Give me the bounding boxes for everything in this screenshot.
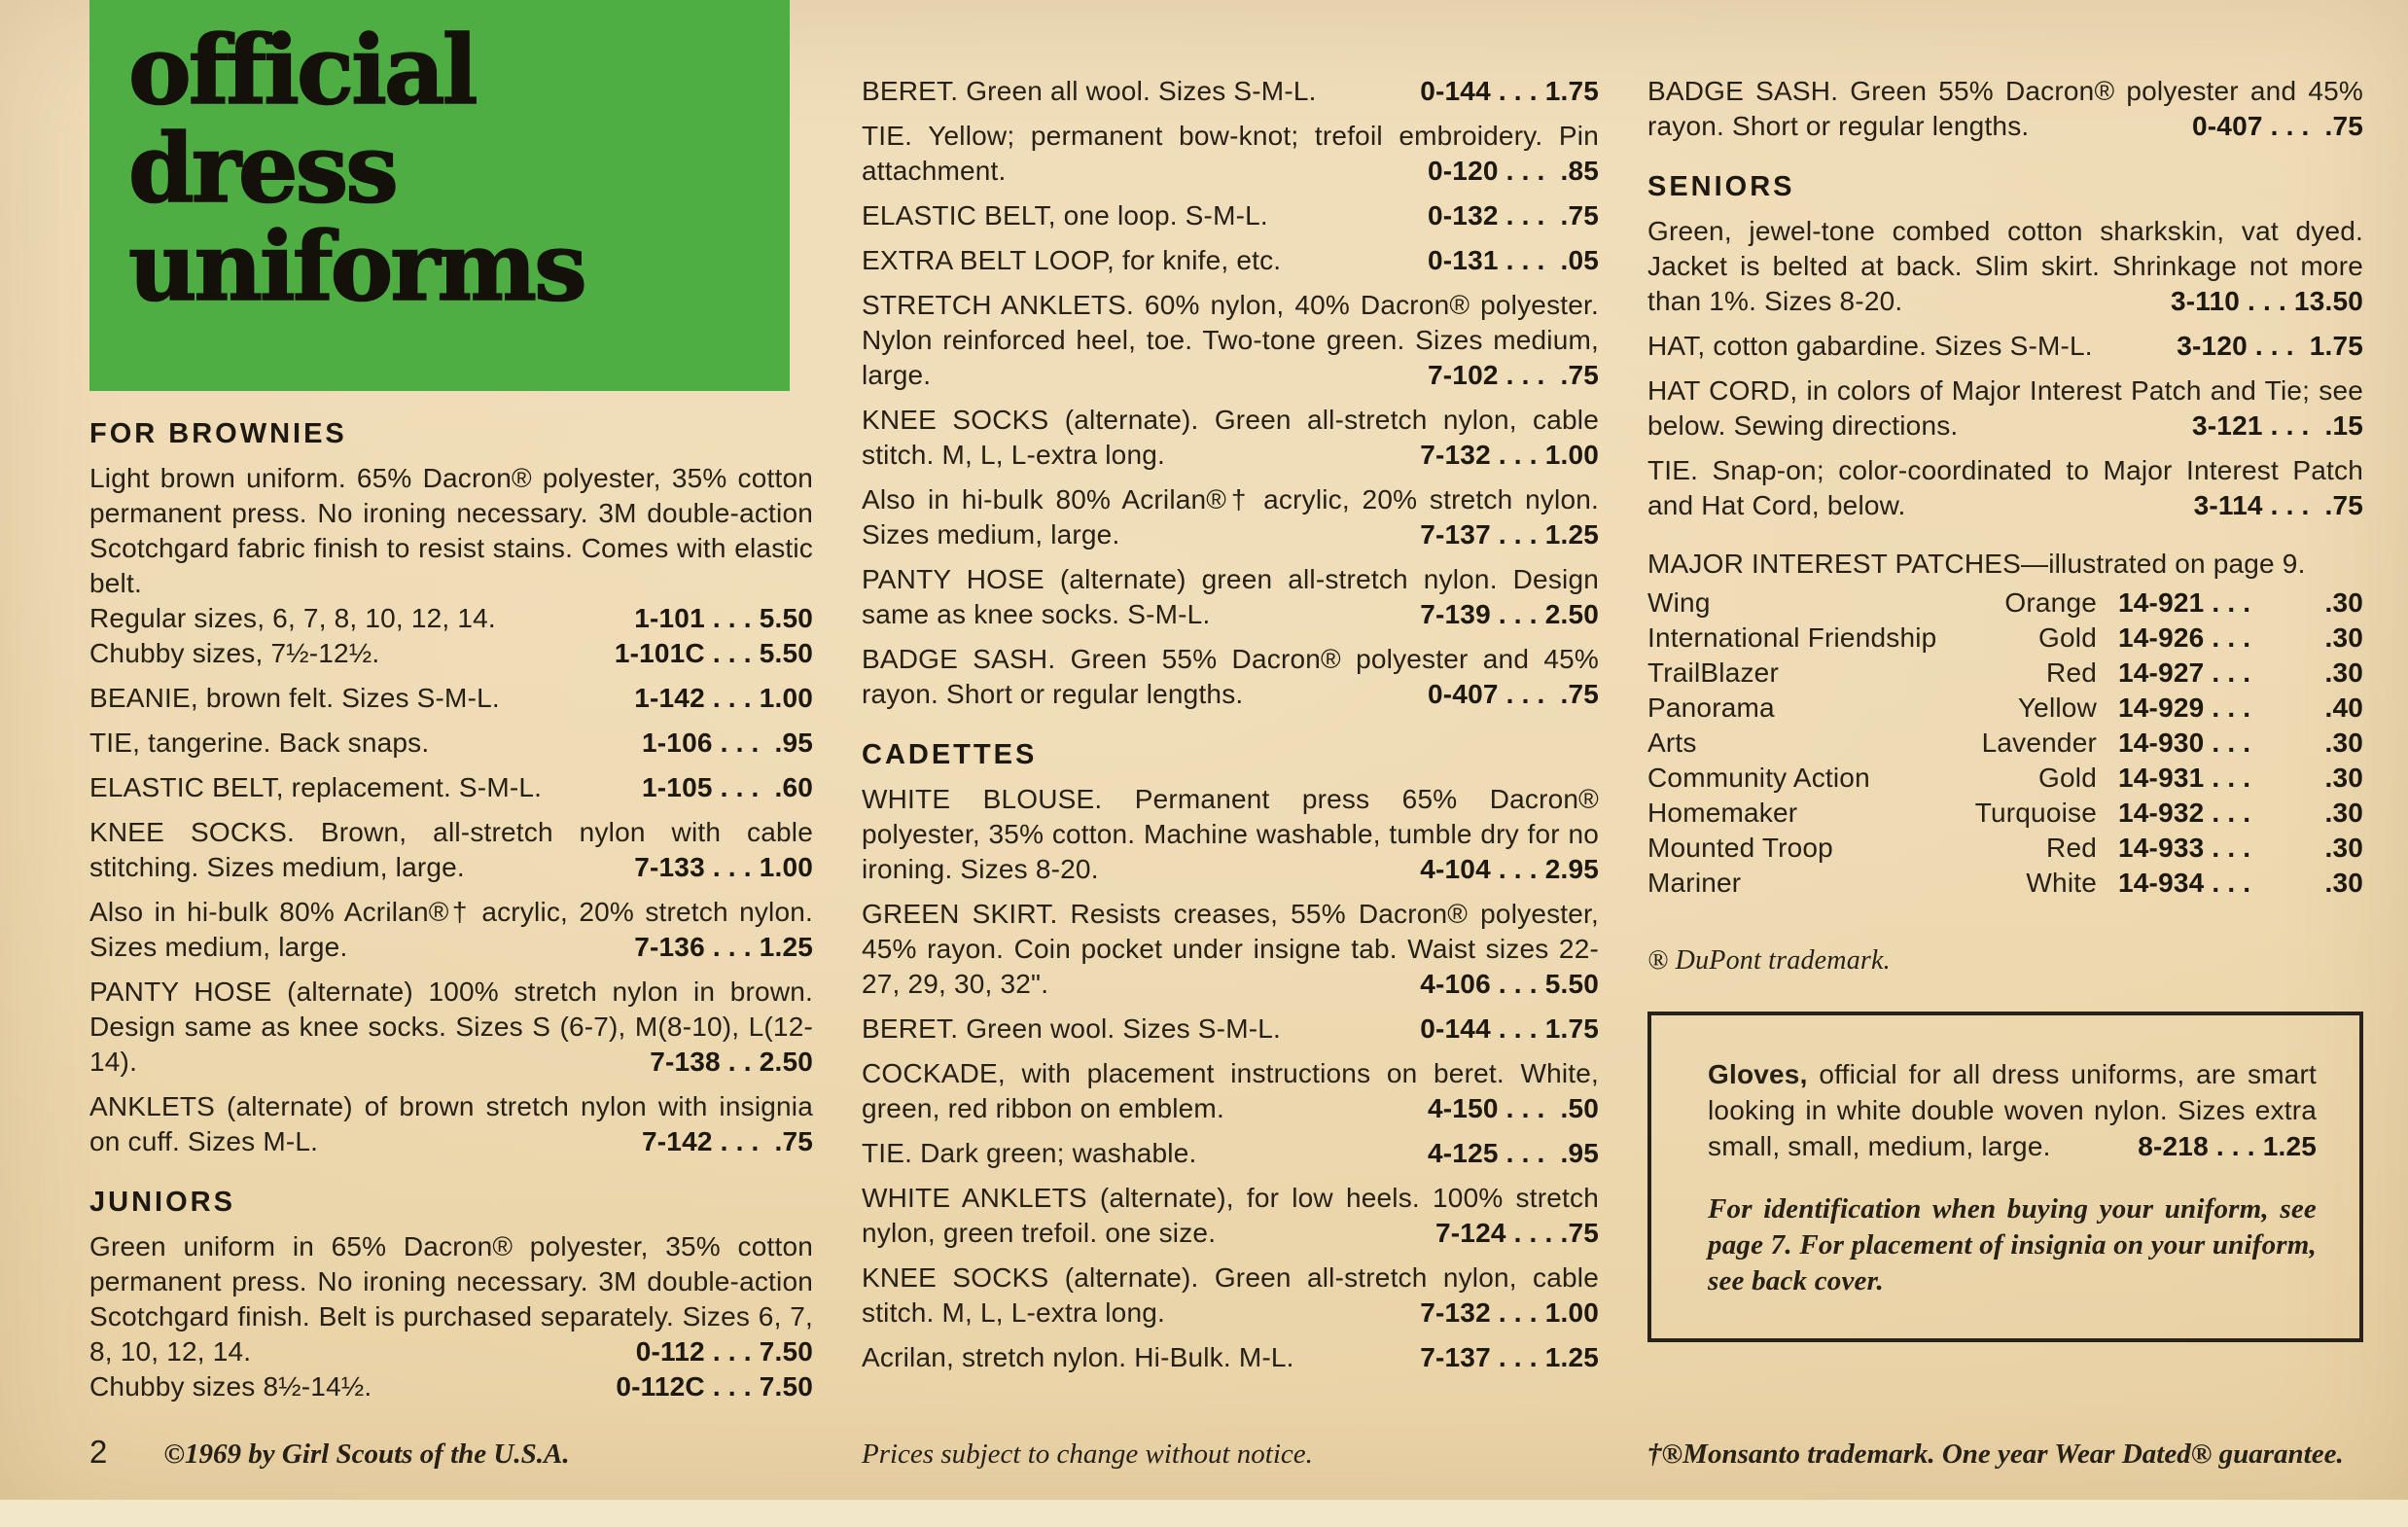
item-price-code: 0-144 . . . 1.75 (1420, 76, 1599, 106)
item-text: TIE. Snap-on; color-coordinated to Major Interest Patch and Hat Cord, below. (1647, 455, 2363, 520)
item-price-code: 0-144 . . . 1.75 (1420, 1013, 1599, 1044)
patch-price: .30 (2324, 833, 2363, 863)
patch-row (1647, 866, 2363, 901)
gloves-lead: Gloves, (1708, 1059, 1808, 1089)
patch-code: 14-934 . . . (2118, 868, 2251, 898)
item-price-code: 3-110 . . . 13.50 (2171, 286, 2363, 316)
item-price-code: 0-407 . . . .75 (2192, 111, 2363, 141)
item-text: Also in hi-bulk 80% Acrilan®† acrylic, 20% stretch nylon. Sizes medium, large. (89, 897, 813, 962)
item-text: WHITE ANKLETS (alternate), for low heels. 100% stretch nylon, green trefoil. one size. (862, 1183, 1599, 1248)
item-price-code: 1-105 . . . .60 (642, 772, 813, 802)
patch-code: 14-932 . . . (2118, 798, 2251, 828)
catalog-item (862, 1056, 1599, 1126)
catalog-item (862, 119, 1599, 189)
title-line: uniforms (128, 211, 584, 322)
item-text: KNEE SOCKS (alternate). Green all-stretch nylon, cable stitch. M, L, L-extra long. (862, 1262, 1599, 1328)
patch-price: .40 (2324, 692, 2363, 723)
patch-row (1647, 761, 2363, 796)
patch-price: .30 (2324, 763, 2363, 793)
item-text: Also in hi-bulk 80% Acrilan®† acrylic, 20% stretch nylon. Sizes medium, large. (862, 484, 1599, 550)
item-text: KNEE SOCKS. Brown, all-stretch nylon with cable stitching. Sizes medium, large. (89, 817, 813, 882)
gloves-price-code: 8-218 . . . 1.25 (2138, 1131, 2317, 1161)
title-banner (89, 0, 790, 391)
patch-row (1647, 691, 2363, 726)
patch-color: Gold (2038, 622, 2097, 653)
item-price-code: 3-121 . . . .15 (2192, 410, 2363, 441)
trademark-note: ® DuPont trademark. (1647, 945, 1891, 976)
catalog-item (89, 815, 813, 885)
catalog-item (89, 636, 813, 671)
catalog-item (862, 1261, 1599, 1331)
item-text: HAT, cotton gabardine. Sizes S-M-L. (1647, 331, 2093, 361)
copyright-notice: ©1969 by Girl Scouts of the U.S.A. (163, 1438, 570, 1470)
catalog-item (862, 198, 1599, 233)
gloves-note: For identification when buying your uniform, see page 7. For placement of insignia on your uniform, see back cover. (1708, 1193, 2317, 1296)
item-price-code: 7-132 . . . 1.00 (1420, 1297, 1599, 1328)
catalog-item (862, 74, 1599, 109)
catalog-item (862, 1340, 1599, 1375)
item-text: BERET. Green all wool. Sizes S-M-L. (862, 76, 1317, 106)
item-text: WHITE BLOUSE. Permanent press 65% Dacron® polyester, 35% cotton. Machine washable, tumble dry for no ironing. Sizes 8-20. (862, 784, 1599, 884)
catalog-item (89, 726, 813, 761)
column-right (1647, 74, 2363, 1342)
item-price-code: 0-131 . . . .05 (1428, 245, 1599, 275)
item-price-code: 7-137 . . . 1.25 (1420, 519, 1599, 550)
patch-color: Turquoise (1974, 798, 2097, 828)
catalog-item (1647, 214, 2363, 319)
patch-price: .30 (2324, 657, 2363, 688)
gloves-paragraph (1708, 1056, 2317, 1164)
patch-code: 14-931 . . . (2118, 763, 2251, 793)
catalog-item (89, 1369, 813, 1404)
item-price-code: 4-150 . . . .50 (1428, 1093, 1599, 1123)
patch-name: Mariner (1647, 868, 1742, 898)
catalog-item (89, 975, 813, 1080)
item-price-code: 0-120 . . . .85 (1428, 156, 1599, 186)
section-heading: JUNIORS (89, 1187, 235, 1218)
item-price-code: 0-132 . . . .75 (1428, 200, 1599, 231)
item-text: BADGE SASH. Green 55% Dacron® polyester and 45% rayon. Short or regular lengths. (1647, 76, 2363, 141)
patch-code: 14-921 . . . (2118, 587, 2251, 618)
patch-row (1647, 656, 2363, 691)
intro-paragraph: MAJOR INTEREST PATCHES—illustrated on page 9. (1647, 549, 2306, 579)
item-price-code: 7-124 . . . .75 (1435, 1218, 1599, 1248)
section-heading: SENIORS (1647, 171, 1795, 202)
catalog-item (862, 1012, 1599, 1047)
patch-row (1647, 796, 2363, 831)
patch-color: Red (2046, 833, 2097, 863)
catalog-item (89, 895, 813, 965)
patch-row (1647, 586, 2363, 621)
item-price-code: 7-142 . . . .75 (642, 1126, 813, 1156)
item-price-code: 7-139 . . . 2.50 (1420, 599, 1599, 629)
patch-row (1647, 621, 2363, 656)
patch-code: 14-933 . . . (2118, 833, 2251, 863)
item-text: BERET. Green wool. Sizes S-M-L. (862, 1013, 1281, 1044)
item-price-code: 4-106 . . . 5.50 (1420, 969, 1599, 999)
item-text: STRETCH ANKLETS. 60% nylon, 40% Dacron® polyester. Nylon reinforced heel, toe. Two-tone green. Sizes medium, large. (862, 290, 1599, 390)
catalog-item (1647, 74, 2363, 144)
item-text: BADGE SASH. Green 55% Dacron® polyester and 45% rayon. Short or regular lengths. (862, 644, 1599, 709)
patch-table (1647, 586, 2363, 901)
catalog-item (862, 403, 1599, 473)
patch-price: .30 (2324, 622, 2363, 653)
patch-price: .30 (2324, 798, 2363, 828)
item-price-code: 3-120 . . . 1.75 (2177, 331, 2363, 361)
patch-name: Homemaker (1647, 798, 1798, 828)
item-text: TIE, tangerine. Back snaps. (89, 728, 430, 758)
left-column-blocks (89, 416, 813, 1404)
item-text: Chubby sizes, 7½-12½. (89, 638, 380, 668)
catalog-item (1647, 329, 2363, 364)
item-price-code: 1-101C . . . 5.50 (614, 638, 813, 668)
patch-row (1647, 726, 2363, 761)
catalog-item (89, 770, 813, 805)
column-left (89, 0, 813, 1404)
catalog-item (862, 562, 1599, 632)
catalog-item (1647, 373, 2363, 444)
gloves-text: official for all dress uniforms, are smart looking in white double woven nylon. Sizes extra small, small, medium, large. (1708, 1059, 2317, 1161)
item-text: KNEE SOCKS (alternate). Green all-stretch nylon, cable stitch. M, L, L-extra long. (862, 405, 1599, 470)
catalog-item (89, 1229, 813, 1369)
item-price-code: 7-136 . . . 1.25 (634, 932, 813, 962)
catalog-item (862, 1136, 1599, 1171)
item-price-code: 7-102 . . . .75 (1428, 360, 1599, 390)
catalog-item (89, 601, 813, 636)
page-number: 2 (89, 1434, 108, 1470)
patch-name: Community Action (1647, 763, 1870, 793)
patch-color: Lavender (1981, 728, 2097, 758)
item-price-code: 1-142 . . . 1.00 (634, 683, 813, 713)
item-text: HAT CORD, in colors of Major Interest Patch and Tie; see below. Sewing directions. (1647, 375, 2363, 441)
patch-color: Gold (2038, 763, 2097, 793)
patch-name: Wing (1647, 587, 1711, 618)
item-price-code: 4-104 . . . 2.95 (1420, 854, 1599, 884)
patch-color: White (2026, 868, 2097, 898)
catalog-item (89, 1089, 813, 1159)
patch-code: 14-929 . . . (2118, 692, 2251, 723)
item-price-code: 3-114 . . . .75 (2193, 490, 2363, 520)
catalog-item (862, 782, 1599, 887)
column-middle (862, 74, 1599, 1375)
item-text: Green uniform in 65% Dacron® polyester, 35% cotton permanent press. No ironing necessary. 3M double-action Scotchgard finish. Belt is purchased separately. Sizes 6, 7, 8, 10, 12, 14. (89, 1231, 813, 1367)
item-text: GREEN SKIRT. Resists creases, 55% Dacron® polyester, 45% rayon. Coin pocket under insigne tab. Waist sizes 22-27, 29, 30, 32". (862, 899, 1599, 999)
catalog-item (862, 482, 1599, 552)
patch-name: Mounted Troop (1647, 833, 1833, 863)
catalog-item (862, 243, 1599, 278)
patch-color: Orange (2004, 587, 2097, 618)
item-text: EXTRA BELT LOOP, for knife, etc. (862, 245, 1282, 275)
patch-color: Yellow (2017, 692, 2097, 723)
item-text: BEANIE, brown felt. Sizes S-M-L. (89, 683, 500, 713)
item-text: COCKADE, with placement instructions on beret. White, green, red ribbon on emblem. (862, 1058, 1599, 1123)
item-text: Regular sizes, 6, 7, 8, 10, 12, 14. (89, 603, 496, 633)
price-change-notice: Prices subject to change without notice. (862, 1438, 1313, 1470)
title-line: official (128, 15, 476, 125)
item-text: PANTY HOSE (alternate) green all-stretch nylon. Design same as knee socks. S-M-L. (862, 564, 1599, 629)
item-price-code: 1-101 . . . 5.50 (634, 603, 813, 633)
middle-column-blocks (862, 74, 1599, 1375)
scan-edge-strip (0, 1500, 2408, 1527)
item-price-code: 4-125 . . . .95 (1428, 1138, 1599, 1168)
page-footer (89, 1434, 2365, 1471)
item-text: ELASTIC BELT, one loop. S-M-L. (862, 200, 1268, 231)
item-price-code: 7-137 . . . 1.25 (1420, 1342, 1599, 1372)
patch-name: International Friendship (1647, 622, 1937, 653)
item-price-code: 7-132 . . . 1.00 (1420, 440, 1599, 470)
gloves-box (1647, 1012, 2363, 1342)
item-text: Green, jewel-tone combed cotton sharkskin, vat dyed. Jacket is belted at back. Slim skirt. Shrinkage not more than 1%. Sizes 8-20. (1647, 216, 2363, 316)
item-price-code: 0-407 . . . .75 (1428, 679, 1599, 709)
patch-price: .30 (2324, 868, 2363, 898)
catalog-item (1647, 453, 2363, 523)
patch-row (1647, 831, 2363, 866)
patch-name: Arts (1647, 728, 1697, 758)
patch-price: .30 (2324, 587, 2363, 618)
catalog-item (89, 681, 813, 716)
item-price-code: 7-138 . . 2.50 (650, 1047, 813, 1077)
item-price-code: 7-133 . . . 1.00 (634, 852, 813, 882)
item-price-code: 1-106 . . . .95 (642, 728, 813, 758)
item-text: ELASTIC BELT, replacement. S-M-L. (89, 772, 543, 802)
section-heading: FOR BROWNIES (89, 418, 347, 449)
patch-code: 14-926 . . . (2118, 622, 2251, 653)
item-text: TIE. Dark green; washable. (862, 1138, 1197, 1168)
patch-price: .30 (2324, 728, 2363, 758)
patch-name: TrailBlazer (1647, 657, 1779, 688)
right-column-blocks (1647, 74, 2363, 1342)
item-price-code: 0-112C . . . 7.50 (616, 1371, 813, 1402)
trademark-footnote: †®Monsanto trademark. One year Wear Dated® guarantee. (1647, 1438, 2344, 1470)
item-text: Acrilan, stretch nylon. Hi-Bulk. M-L. (862, 1342, 1294, 1372)
catalog-item (862, 288, 1599, 393)
patch-code: 14-927 . . . (2118, 657, 2251, 688)
section-heading: CADETTES (862, 739, 1038, 770)
catalog-item (862, 642, 1599, 712)
item-price-code: 0-112 . . . 7.50 (635, 1336, 813, 1367)
catalog-item (862, 1181, 1599, 1251)
patch-name: Panorama (1647, 692, 1775, 723)
item-text: ANKLETS (alternate) of brown stretch nylon with insignia on cuff. Sizes M-L. (89, 1091, 813, 1156)
patch-code: 14-930 . . . (2118, 728, 2251, 758)
item-text: Chubby sizes 8½-14½. (89, 1371, 372, 1402)
item-text: TIE. Yellow; permanent bow-knot; trefoil embroidery. Pin attachment. (862, 121, 1599, 186)
title-line: dress (128, 113, 396, 224)
footer-left (89, 1434, 813, 1471)
intro-paragraph: Light brown uniform. 65% Dacron® polyester, 35% cotton permanent press. No ironing necessary. 3M double-action Scotchgard fabric finish to resist stains. Comes with elastic belt. (89, 463, 813, 598)
catalog-item (862, 897, 1599, 1002)
patch-color: Red (2046, 657, 2097, 688)
item-text: PANTY HOSE (alternate) 100% stretch nylon in brown. Design same as knee socks. Sizes S (6-7), M(8-10), L(12-14). (89, 977, 813, 1077)
